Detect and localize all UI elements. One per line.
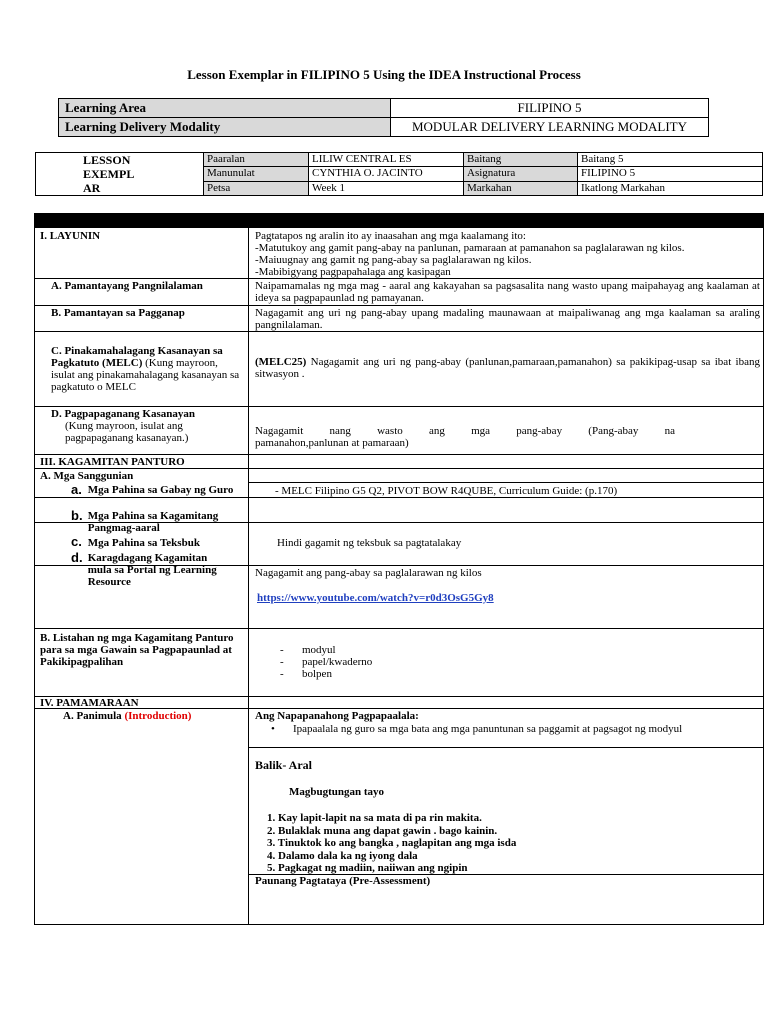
bugtong-list: [267, 812, 747, 875]
row-divider: [35, 331, 763, 332]
column-divider: [248, 214, 249, 924]
learning-area-label: Learning Area: [59, 99, 391, 118]
row-divider: [35, 305, 763, 306]
melc-text: (MELC25) Nagagamit ang uri ng pang-abay (panlunan,pamaraan,pamanahon) sa pakikipag-usap sa ibat ibang sitwasyon .: [255, 356, 760, 380]
header-value: FILIPINO 5: [578, 167, 763, 181]
list-item: 3. Tinuktok ko ang bangka , naglapitan ang mga isda: [267, 837, 517, 850]
learning-area-table: [58, 98, 709, 137]
row-divider: [35, 406, 763, 407]
sanggunian-value-c: Hindi gagamit ng teksbuk sa pagtatalakay: [277, 537, 462, 549]
sanggunian-item-b: b. Mga Pahina sa Kagamitang Pangmag-aaral: [71, 508, 219, 534]
list-item: 4. Dalamo dala ka ng iyong dala: [267, 849, 418, 862]
sanggunian-value-a: - MELC Filipino G5 Q2, PIVOT BOW R4QUBE, Curriculum Guide: (p.170): [275, 485, 618, 497]
pamantayan-sa-pagganap-text: Nagagamit ang uri ng pang-abay upang madaling maunawaan at maipaliwanag ang mga kaalaman sa araling pangnilalaman.: [255, 307, 760, 331]
melc-label: C. Pinakamahalagang Kasanayan sa Pagkatuto (MELC) (Kung mayroon, isulat ang pinakamahalagang kasanayan sa pagkatuto o MELC: [51, 345, 240, 393]
lesson-header-table: [35, 152, 763, 196]
pamantayang-pangnilalaman-label: A. Pamantayang Pangnilalaman: [51, 280, 203, 292]
listahan-list: [280, 644, 580, 680]
sanggunian-item-d: d. Karagdagang Kagamitan mula sa Portal ng Learning Resource: [71, 550, 217, 588]
header-value: Baitang 5: [578, 153, 763, 167]
header-key: Asignatura: [464, 167, 578, 181]
layunin-item: -Mabibigyang pagpapahalaga ang kasipagan: [255, 266, 451, 278]
napapanahong-title: Ang Napapanahong Pagpapaalala:: [255, 710, 419, 722]
list-item: - modyul: [280, 644, 336, 656]
header-key: Petsa: [204, 181, 309, 195]
panimula-label: A. Panimula (Introduction): [63, 710, 192, 722]
header-key: Baitang: [464, 153, 578, 167]
header-value: CYNTHIA O. JACINTO: [309, 167, 464, 181]
layunin-item: -Maiuugnay ang gamit ng pang-abay sa paglalarawan ng kilos.: [255, 254, 532, 266]
pagpapaganang-text: Nagagamit nang wasto ang mga pang-abay (Pang-abay na pamanahon,panlunan at pamaraan): [255, 425, 675, 449]
row-divider: [35, 628, 763, 629]
list-item: 2. Bulaklak muna ang dapat gawin . bago kainin.: [267, 824, 498, 837]
pagpapaganang-label: D. Pagpapaganang Kasanayan (Kung mayroon, isulat ang pagpapaganang kasanayan.): [51, 408, 195, 444]
row-divider: [35, 497, 763, 498]
pamantayan-sa-pagganap-label: B. Pamantayan sa Pagganap: [51, 307, 185, 319]
layunin-content: Pagtatapos ng aralin ito ay inaasahan ang mga kaalamang ito: -Matutukoy ang gamit pang-abay na panlunan, pamaraan at pamanahon sa paglalarawan ng kilos. -Maiuugnay ang gamit ng pang-abay sa paglalarawan ng kilos. -Mabibigyang pagpapahalaga ang kasipagan: [255, 230, 760, 278]
modality-value: MODULAR DELIVERY LEARNING MODALITY: [391, 118, 709, 137]
row-divider: [35, 278, 763, 279]
list-item: - bolpen: [280, 668, 332, 680]
list-item: - papel/kwaderno: [280, 656, 373, 668]
kagamitan-label: III. KAGAMITAN PANTURO: [40, 456, 185, 468]
learning-area-value: FILIPINO 5: [391, 99, 709, 118]
youtube-link[interactable]: https://www.youtube.com/watch?v=r0d3OsG5Gy8: [257, 592, 494, 604]
sanggunian-item-a: a. Mga Pahina sa Gabay ng Guro: [71, 482, 234, 497]
lesson-exemplar-label: LESSON EXEMPL AR: [36, 153, 204, 196]
sanggunian-item-c: c. Mga Pahina sa Teksbuk: [71, 534, 200, 549]
header-key: Paaralan: [204, 153, 309, 167]
header-value: Ikatlong Markahan: [578, 181, 763, 195]
layunin-label: I. LAYUNIN: [40, 230, 101, 242]
paunang-pagtataya-heading: Paunang Pagtataya (Pre-Assessment): [255, 875, 431, 887]
layunin-item: -Matutukoy ang gamit pang-abay na panlunan, pamaraan at pamanahon sa paglalarawan ng kilos.: [255, 242, 685, 254]
list-item: 1. Kay lapit-lapit na sa mata di pa rin makita.: [267, 812, 482, 824]
header-value: Week 1: [309, 181, 464, 195]
listahan-label: B. Listahan ng mga Kagamitang Panturo para sa mga Gawain sa Pagpapaunlad at Pakikipagpalihan: [40, 632, 234, 668]
pamantayang-pangnilalaman-text: Naipamamalas ng mga mag - aaral ang kakayahan sa pagsasalita nang wasto upang maipahayag ang kaalaman at ideya sa pagpapaunlad ng pamayanan.: [255, 280, 760, 304]
page-title: Lesson Exemplar in FILIPINO 5 Using the IDEA Instructional Process: [187, 67, 581, 82]
row-divider: [35, 454, 763, 455]
lesson-plan-table: [34, 213, 764, 925]
row-divider: [248, 747, 763, 748]
balik-aral-heading: Balik- Aral: [255, 758, 313, 772]
header-value: LILIW CENTRAL ES: [309, 153, 464, 167]
sanggunian-value-d: Nagagamit ang pang-abay sa paglalarawan ng kilos: [255, 567, 482, 579]
modality-label: Learning Delivery Modality: [59, 118, 391, 137]
sanggunian-label: A. Mga Sanggunian: [40, 470, 134, 482]
header-key: Markahan: [464, 181, 578, 195]
row-divider: [35, 468, 763, 469]
row-divider: [248, 482, 763, 483]
pamamaraan-label: IV. PAMAMARAAN: [40, 697, 139, 709]
napapanahong-item: • Ipapaalala ng guro sa mga bata ang mga panuntunan sa paggamit at pagsagot ng modyul: [271, 723, 683, 735]
header-key: Manunulat: [204, 167, 309, 181]
list-item: 5. Pagkagat ng madiin, naiiwan ang ngipin: [267, 862, 468, 875]
magbugtungan-heading: Magbugtungan tayo: [289, 786, 385, 798]
header-band: [35, 214, 763, 228]
